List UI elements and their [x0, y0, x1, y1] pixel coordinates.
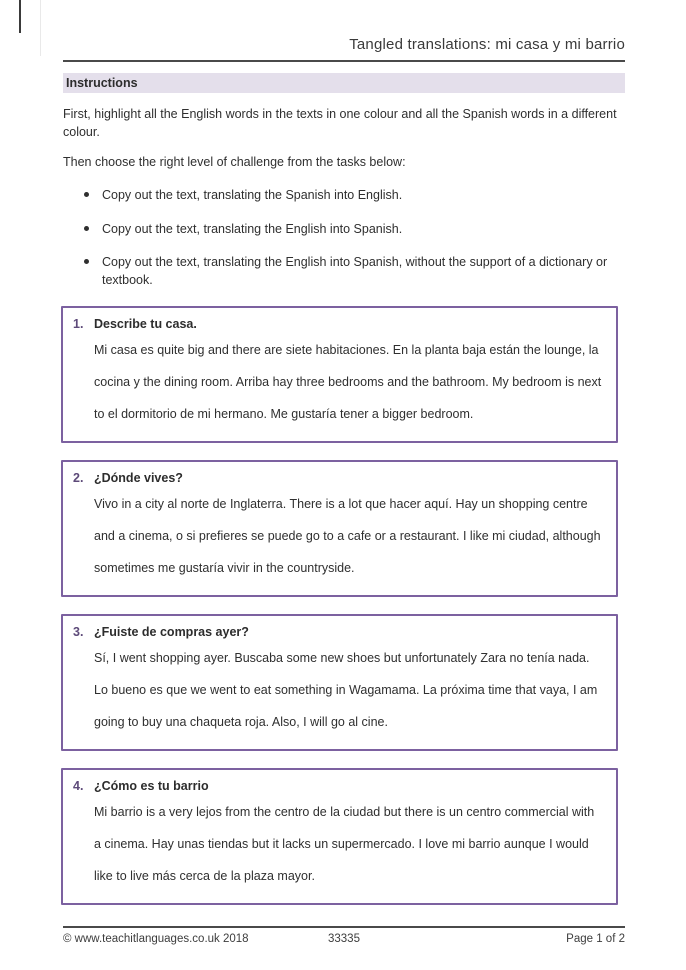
instructions-heading — [63, 73, 625, 93]
instructions-label: Instructions — [66, 76, 138, 90]
instructions-paragraph-2: Then choose the right level of challenge from the tasks below: — [63, 155, 406, 170]
scan-artifact-line — [40, 0, 41, 56]
task-number: 2. — [73, 470, 84, 485]
task-text: Mi barrio is a very lejos from the centro de la ciudad but there is un centro commercial with a cinema. Hay unas tiendas but it lacks un supermercado. I love mi barrio aunque I would like to live más cerca de la plaza mayor. — [94, 804, 595, 883]
task-options-list — [63, 186, 625, 289]
footer-page-number: Page 1 of 2 — [566, 932, 625, 945]
task-number: 4. — [73, 778, 84, 793]
task-box-3 — [61, 614, 618, 751]
task-text: Vivo in a city al norte de Inglaterra. There is a lot que hacer aquí. Hay un shopping centre and a cinema, o si prefieres se puede go to a cafe or a restaurant. I like mi ciudad, although sometimes me gustaría vivir in the countryside. — [94, 496, 601, 575]
page-title: Tangled translations: mi casa y mi barrio — [349, 36, 625, 53]
task-box-4 — [61, 768, 618, 905]
list-item: Copy out the text, translating the English into Spanish. — [63, 220, 625, 238]
task-number: 3. — [73, 624, 84, 639]
task-title: ¿Dónde vives? — [94, 470, 183, 485]
task-text: Sí, I went shopping ayer. Buscaba some new shoes but unfortunately Zara no tenía nada. Lo bueno es que we went to eat something in Wagamama. La próxima time that vaya, I am going to buy una chaqueta roja. Also, I will go al cine. — [94, 650, 598, 729]
list-item: Copy out the text, translating the English into Spanish, without the support of a dictionary or textbook. — [63, 253, 625, 289]
document-header — [63, 0, 625, 62]
scan-artifact-mark — [19, 0, 21, 33]
footer-copyright: © www.teachitlanguages.co.uk 2018 — [63, 932, 249, 945]
list-item: Copy out the text, translating the Spanish into English. — [63, 186, 625, 204]
task-box-2 — [61, 460, 618, 597]
footer-doc-id: 33335 — [328, 932, 360, 945]
task-head — [73, 471, 604, 485]
task-title: ¿Fuiste de compras ayer? — [94, 624, 249, 639]
document-page — [63, 0, 625, 945]
task-number: 1. — [73, 316, 84, 331]
task-text: Mi casa es quite big and there are siete habitaciones. En la planta baja están the lounge, la cocina y the dining room. Arriba hay three bedrooms and the bathroom. My bedroom is next to el dormitorio de mi hermano. Me gustaría tener a bigger bedroom. — [94, 342, 602, 421]
document-footer — [63, 926, 625, 945]
task-head — [73, 779, 604, 793]
instructions-paragraph-1: First, highlight all the English words in the texts in one colour and all the Spanish words in a different colour. — [63, 107, 617, 140]
task-head — [73, 317, 604, 331]
task-title: Describe tu casa. — [94, 316, 197, 331]
task-head — [73, 625, 604, 639]
task-title: ¿Cómo es tu barrio — [94, 778, 209, 793]
task-box-1 — [61, 306, 618, 443]
